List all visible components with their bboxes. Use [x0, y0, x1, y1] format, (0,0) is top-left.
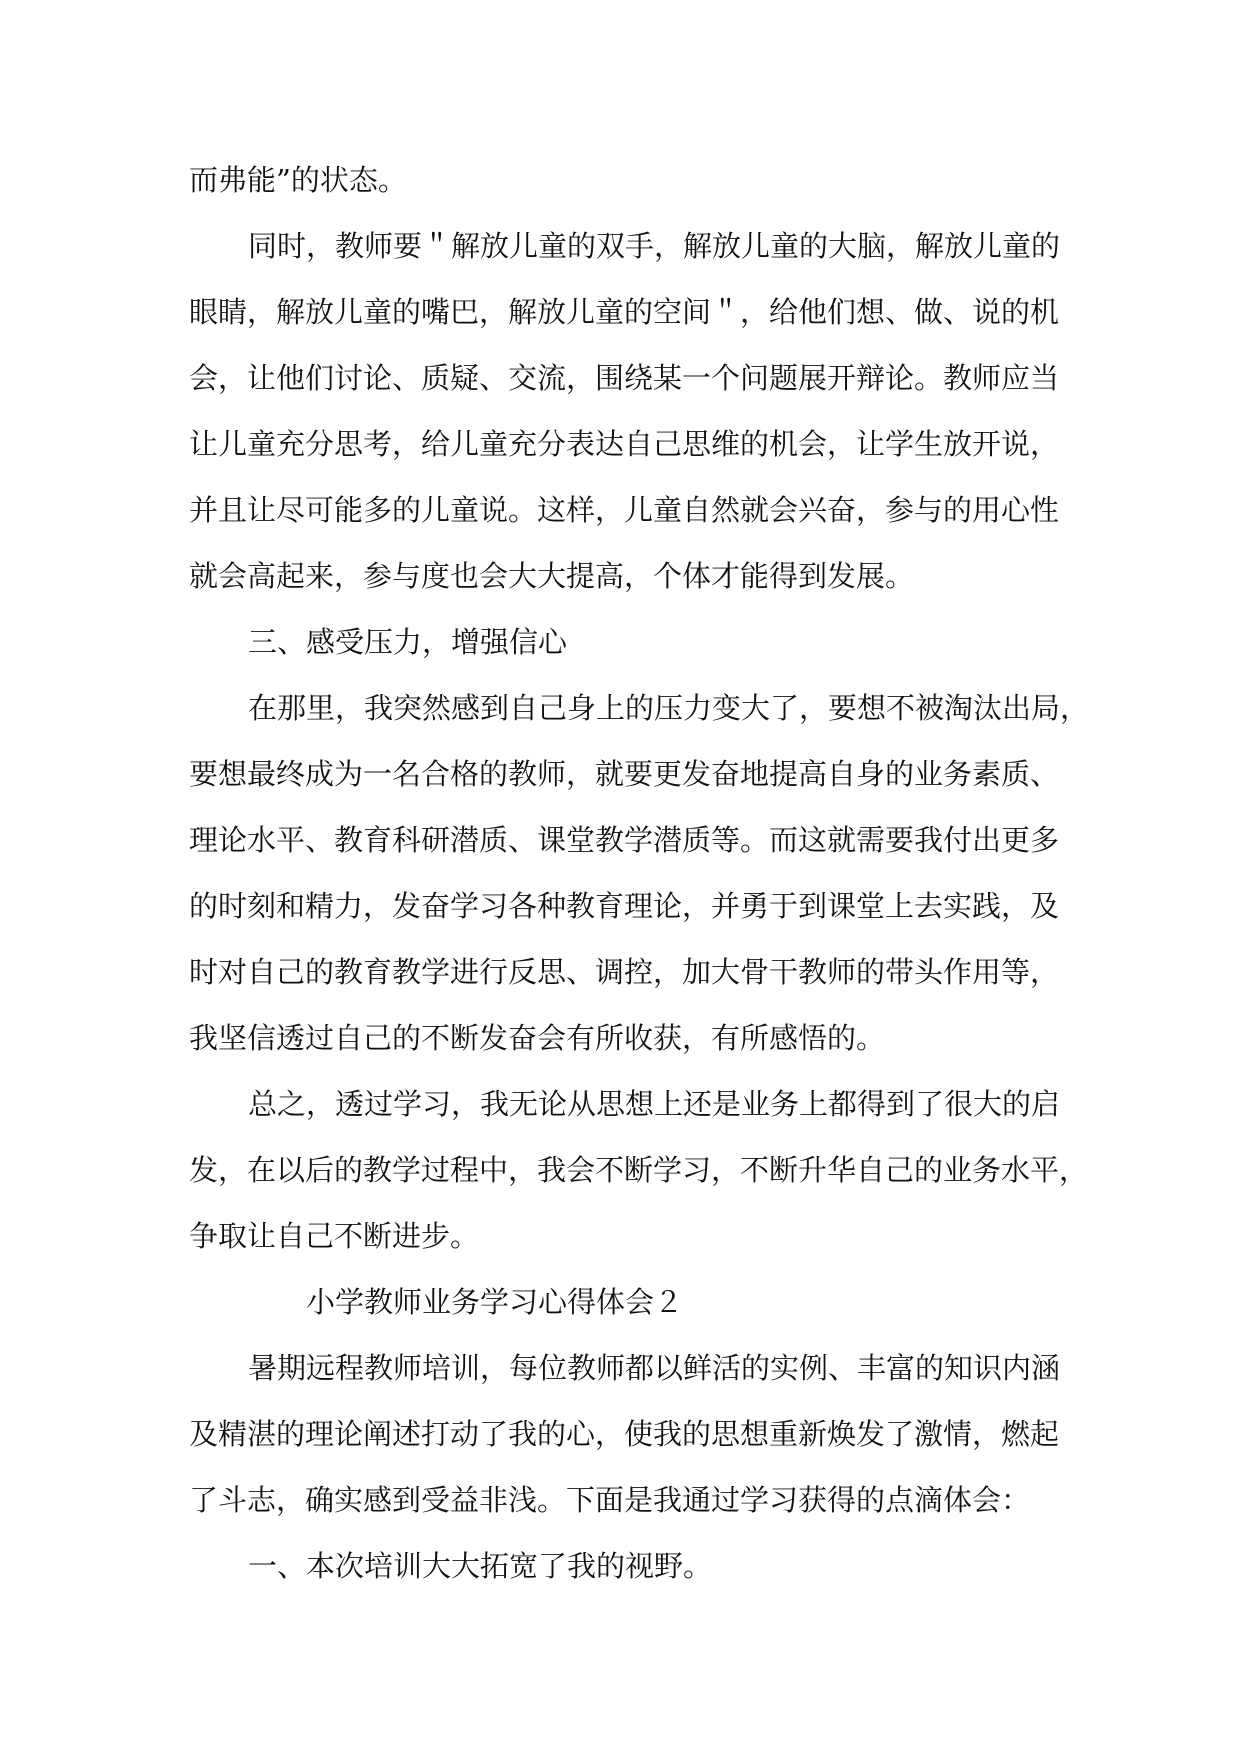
text-line-20: 及精湛的理论阐述打动了我的心，使我的思想重新焕发了激情，燃起: [189, 1417, 1060, 1451]
text-line-2: 同时，教师要＂解放儿童的双手，解放儿童的大脑，解放儿童的: [248, 229, 1061, 263]
text-line-9: 在那里，我突然感到自己身上的压力变大了，要想不被淘汰出局，: [248, 691, 1090, 725]
text-line-6: 并且让尽可能多的儿童说。这样，儿童自然就会兴奋，参与的用心性: [189, 493, 1060, 527]
text-line-12: 的时刻和精力，发奋学习各种教育理论，并勇于到课堂上去实践，及: [189, 889, 1060, 923]
text-line-11: 理论水平、教育科研潜质、课堂教学潜质等。而这就需要我付出更多: [189, 823, 1060, 857]
text-line-13: 时对自己的教育教学进行反思、调控，加大骨干教师的带头作用等，: [189, 955, 1060, 989]
text-line-5: 让儿童充分思考，给儿童充分表达自己思维的机会，让学生放开说，: [189, 427, 1060, 461]
text-line-3: 眼睛，解放儿童的嘴巴，解放儿童的空间＂，给他们想、做、说的机: [189, 295, 1060, 329]
text-line-16: 发，在以后的教学过程中，我会不断学习，不断升华自己的业务水平，: [189, 1153, 1089, 1187]
text-line-15: 总之，透过学习，我无论从思想上还是业务上都得到了很大的启: [248, 1087, 1061, 1121]
section-heading-3: 三、感受压力，增强信心: [248, 625, 568, 659]
text-line-4: 会，让他们讨论、质疑、交流，围绕某一个问题展开辩论。教师应当: [189, 361, 1060, 395]
text-line-17: 争取让自己不断进步。: [189, 1219, 480, 1253]
text-line-19: 暑期远程教师培训，每位教师都以鲜活的实例、丰富的知识内涵: [248, 1351, 1061, 1385]
text-line-7: 就会高起来，参与度也会大大提高，个体才能得到发展。: [189, 559, 915, 593]
text-line-10: 要想最终成为一名合格的教师，就要更发奋地提高自身的业务素质、: [189, 757, 1060, 791]
article-title-2: 小学教师业务学习心得体会２: [306, 1285, 684, 1319]
text-line-14: 我坚信透过自己的不断发奋会有所收获，有所感悟的。: [189, 1021, 886, 1055]
text-line-21: 了斗志，确实感到受益非浅。下面是我通过学习获得的点滴体会：: [189, 1483, 1031, 1517]
text-line-1: 而弗能”的状态。: [189, 163, 407, 197]
section-heading-1: 一、本次培训大大拓宽了我的视野。: [248, 1549, 713, 1583]
